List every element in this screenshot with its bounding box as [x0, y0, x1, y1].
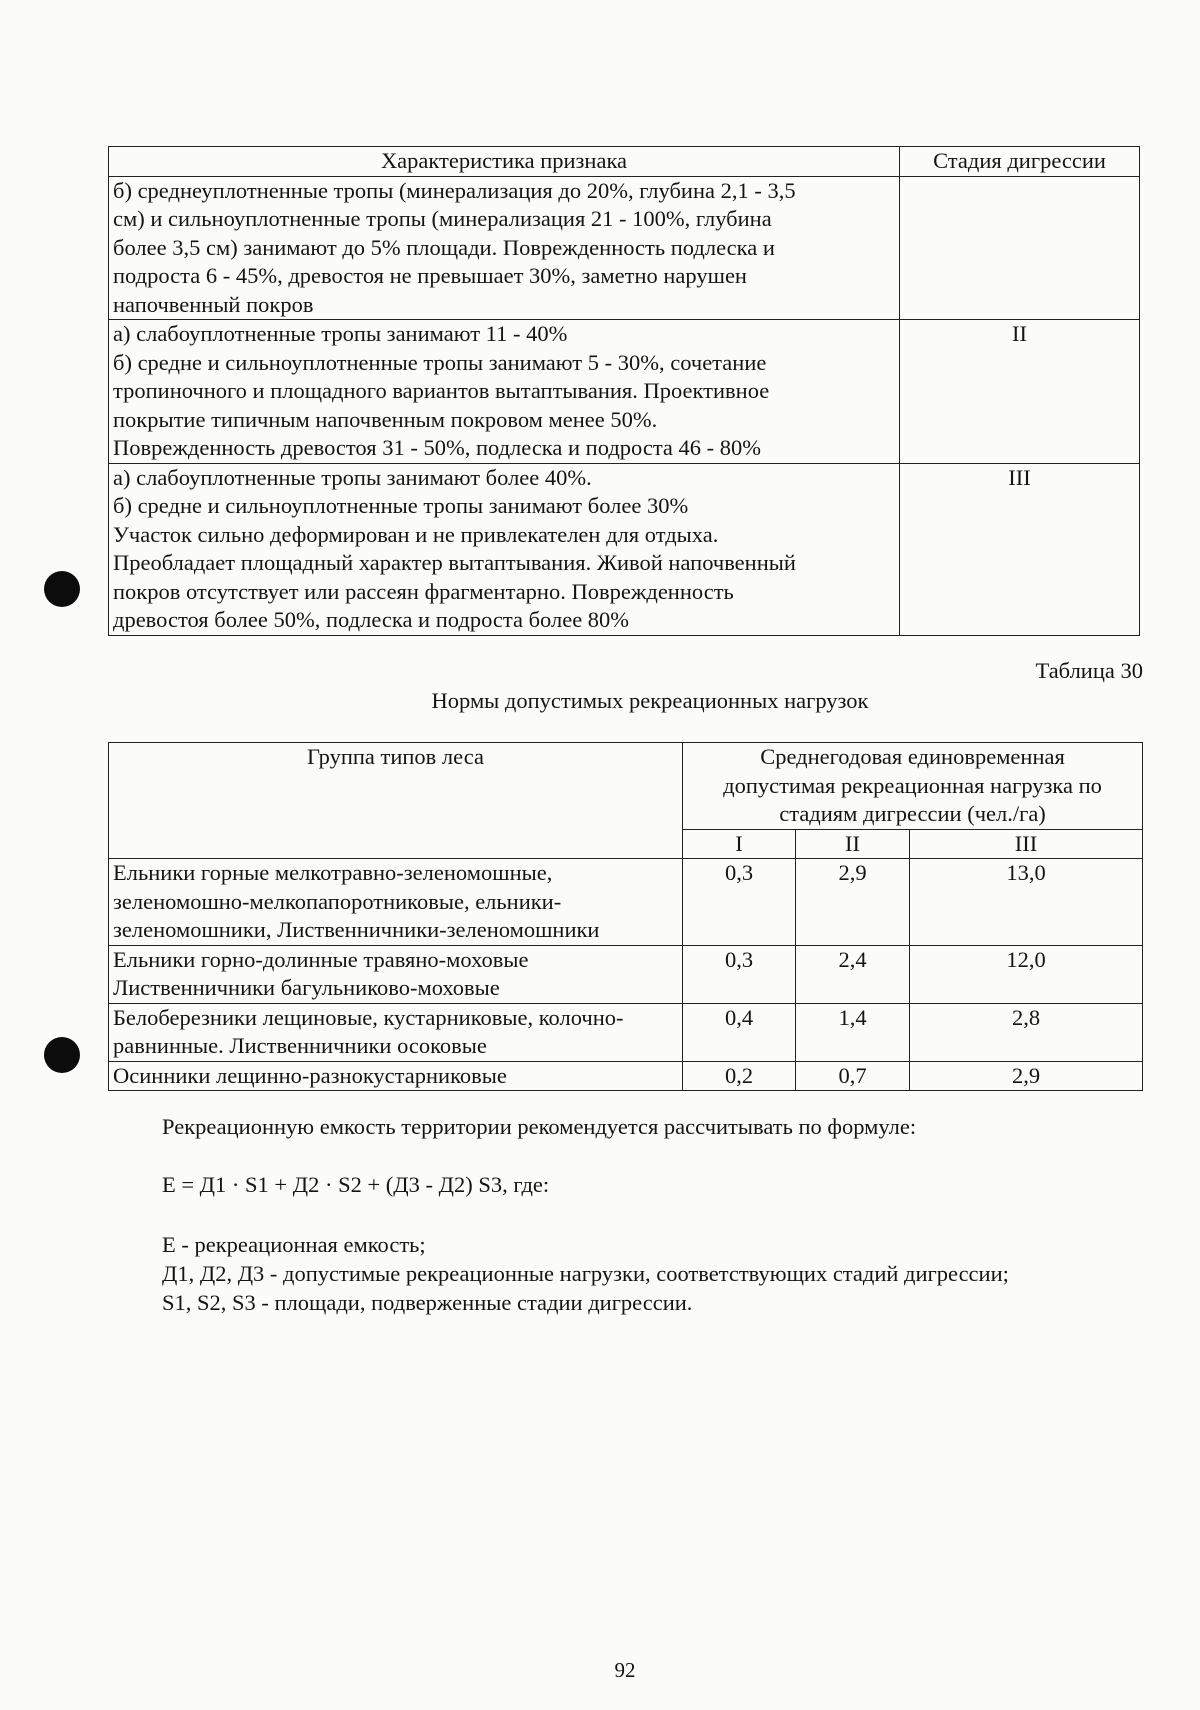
value-cell: 13,0: [910, 859, 1143, 946]
header-line: Среднегодовая единовременная: [760, 744, 1065, 769]
value-cell: 2,4: [796, 945, 910, 1003]
table-header-row: [109, 743, 1143, 830]
header-line: допустимая рекреационная нагрузка по: [723, 772, 1102, 798]
text-line: Преобладает площадный характер вытаптывания. Живой напочвенный: [113, 550, 796, 575]
recreational-load-table: [108, 742, 1143, 1091]
table-row: [109, 859, 1143, 946]
digression-stage-table: [108, 146, 1140, 636]
text-line: равнинные. Лиственничники осоковые: [113, 1033, 487, 1058]
text-line: Поврежденность древостоя 31 - 50%, подлеска и подроста 46 - 80%: [113, 435, 762, 460]
punch-hole-bottom: [44, 1037, 80, 1073]
formula: Е = Д1 · S1 + Д2 · S2 + (Д3 - Д2) S3, где:: [162, 1172, 550, 1197]
value-cell: 2,9: [910, 1061, 1143, 1091]
header-stage: Стадия дигрессии: [900, 147, 1140, 177]
table-row: [109, 1061, 1143, 1091]
text-line: более 3,5 см) занимают до 5% площади. Поврежденность подлеска и: [113, 234, 775, 260]
stage-cell: II: [900, 320, 1140, 464]
text-line: Осинники лещинно-разнокустарниковые: [113, 1062, 507, 1088]
definition-e: Е - рекреационная емкость;: [162, 1232, 426, 1257]
table-row: [109, 945, 1143, 1003]
definition-d: Д1, Д2, Д3 - допустимые рекреационные нагрузки, соответствующих стадий дигрессии;: [162, 1261, 1009, 1286]
header-characteristic: Характеристика признака: [109, 147, 900, 177]
text-line: напочвенный покров: [113, 291, 314, 317]
text-line: Лиственничники багульниково-моховые: [113, 975, 500, 1000]
header-forest-group: Группа типов леса: [109, 743, 683, 859]
value-cell: 0,7: [796, 1061, 910, 1091]
table-title: Нормы допустимых рекреационных нагрузок: [431, 688, 869, 713]
stage-cell: [900, 176, 1140, 320]
text-line: Участок сильно деформирован и не привлекателен для отдыха.: [113, 521, 719, 547]
text-line: покров отсутствует или рассеян фрагментарно. Поврежденность: [113, 578, 734, 604]
text-line: б) средне и сильноуплотненные тропы занимают более 30%: [113, 493, 689, 518]
text-line: покрытие типичным напочвенным покровом менее 50%.: [113, 406, 658, 432]
characteristic-cell: [109, 320, 900, 464]
table-header-row: [109, 147, 1140, 177]
text-line: тропиночного и площадного вариантов вытаптывания. Проективное: [113, 378, 770, 403]
text-line: Ельники горные мелкотравно-зеленомошные,: [113, 860, 553, 885]
forest-group-cell: [109, 1003, 683, 1061]
value-cell: 2,8: [910, 1003, 1143, 1061]
stage-cell: III: [900, 463, 1140, 635]
formula-intro: Рекреационную емкость территории рекомендуется рассчитывать по формуле:: [162, 1114, 917, 1139]
page-number: 92: [614, 1658, 636, 1682]
header-load: [683, 743, 1143, 830]
header-stage-1: I: [683, 829, 796, 859]
text-line: зеленомошники, Лиственничники-зеленомошники: [113, 917, 600, 942]
definition-s: S1, S2, S3 - площади, подверженные стадии дигрессии.: [162, 1290, 693, 1315]
value-cell: 0,3: [683, 859, 796, 946]
text-line: а) слабоуплотненные тропы занимают 11 - 40%: [113, 321, 568, 346]
header-stage-2: II: [796, 829, 910, 859]
table-row: [109, 176, 1140, 320]
table-row: [109, 1003, 1143, 1061]
text-line: а) слабоуплотненные тропы занимают более 40%.: [113, 464, 592, 490]
forest-group-cell: [109, 859, 683, 946]
header-stage-3: III: [910, 829, 1143, 859]
forest-group-cell: [109, 945, 683, 1003]
text-line: зеленомошно-мелкопапоротниковые, ельники-: [113, 888, 562, 914]
table-label: Таблица 30: [1035, 658, 1143, 683]
text-line: б) средне и сильноуплотненные тропы занимают 5 - 30%, сочетание: [113, 349, 767, 375]
header-line: стадиям дигрессии (чел./га): [779, 801, 1046, 826]
characteristic-cell: [109, 176, 900, 320]
text-line: Ельники горно-долинные травяно-моховые: [113, 946, 529, 972]
value-cell: 12,0: [910, 945, 1143, 1003]
text-line: Белоберезники лещиновые, кустарниковые, колочно-: [113, 1004, 624, 1030]
table-row: [109, 463, 1140, 635]
characteristic-cell: [109, 463, 900, 635]
text-line: древостоя более 50%, подлеска и подроста более 80%: [113, 607, 630, 632]
text-line: см) и сильноуплотненные тропы (минерализация 21 - 100%, глубина: [113, 206, 772, 231]
value-cell: 0,2: [683, 1061, 796, 1091]
value-cell: 0,4: [683, 1003, 796, 1061]
text-line: подроста 6 - 45%, древостоя не превышает 30%, заметно нарушен: [113, 263, 747, 288]
forest-group-cell: [109, 1061, 683, 1091]
text-line: б) среднеуплотненные тропы (минерализация до 20%, глубина 2,1 - 3,5: [113, 177, 796, 203]
value-cell: 0,3: [683, 945, 796, 1003]
value-cell: 2,9: [796, 859, 910, 946]
table-row: [109, 320, 1140, 464]
punch-hole-top: [44, 571, 80, 607]
value-cell: 1,4: [796, 1003, 910, 1061]
